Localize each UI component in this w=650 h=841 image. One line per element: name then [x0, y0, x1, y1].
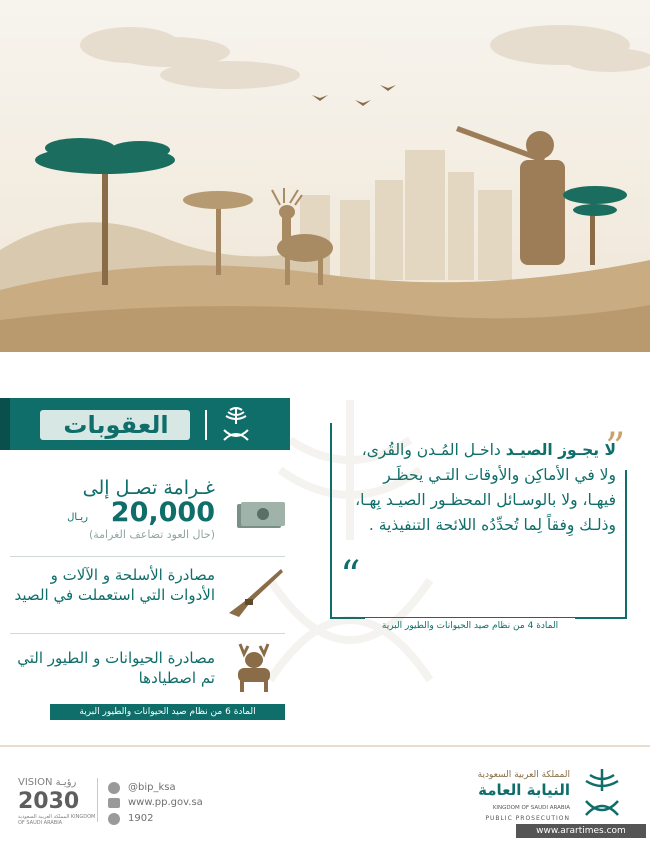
quote-body: داخـل المُـدن والقُرى، ولا في الأماكِن والأوقات التـي يحظَـر فيهـا، ولا بالوسـائل المحظـور الصيـد بِهـا، وذلـك وِفقاً لِما تُحدِّدُه اللائحة التنفيذية . — [355, 441, 616, 534]
birds — [312, 85, 396, 106]
clouds — [80, 25, 650, 89]
quote-border-right — [625, 470, 627, 618]
tree-right — [563, 186, 627, 265]
fine-currency: ريـال — [67, 512, 88, 523]
quote-open-icon: ” — [605, 425, 626, 471]
penalties-regulation-note: المادة 6 من نظام صيد الحيوانات والطيور البرية — [50, 704, 285, 720]
divider — [10, 633, 285, 634]
hero-illustration — [0, 0, 650, 352]
emblem-icon — [218, 404, 254, 448]
org-name-ar: النيابة العامة — [478, 781, 570, 799]
prosecution-emblem-icon — [580, 765, 625, 824]
quote-headline: لا يجـوز الصيـد — [505, 441, 616, 459]
web-icon — [108, 798, 120, 808]
fine-line: غـرامة تصـل إلى — [82, 477, 215, 499]
quote-regulation-note: المادة 4 من نظام صيد الحيوانات والطيور البرية — [365, 618, 575, 634]
confiscate-animals-text: مصادرة الحيوانات و الطيور التي تم اصطيادها — [17, 649, 215, 687]
title-separator — [205, 410, 207, 440]
footer-separator — [97, 778, 98, 822]
fine-amount: 20,000 — [110, 497, 215, 528]
fine-note: (حال العود تضاعف الغرامة) — [88, 528, 215, 541]
vision-logo-label: VISION رؤيـة — [18, 777, 77, 788]
vision-logo-sub: المملكة العربية السعودية KINGDOM OF SAUDI ARABIA — [18, 814, 96, 826]
divider — [10, 556, 285, 557]
confiscate-weapons-text: مصادرة الأسلحة و الآلات و الأدوات التي استعملت في الصيد — [14, 566, 215, 604]
footer-divider — [0, 745, 650, 747]
website-link[interactable]: www.pp.gov.sa — [128, 797, 203, 808]
phone-number: 1902 — [128, 813, 154, 824]
org-name-en: PUBLIC PROSECUTION — [485, 815, 570, 822]
phone-icon — [108, 813, 120, 825]
vision-logo-year: 2030 — [18, 789, 80, 814]
twitter-handle[interactable]: @bip_ksa — [128, 782, 176, 793]
org-country-ar: المملكة العربية السعودية — [477, 770, 570, 780]
penalties-title: العقوبات — [63, 411, 169, 439]
emblem-watermark — [250, 380, 450, 704]
org-country-en: KINGDOM OF SAUDI ARABIA — [492, 805, 570, 811]
city-skyline — [300, 150, 512, 280]
quote-close-icon: “ — [340, 553, 361, 599]
watermark-text: www.arartimes.com — [516, 824, 646, 838]
twitter-icon — [108, 782, 120, 794]
